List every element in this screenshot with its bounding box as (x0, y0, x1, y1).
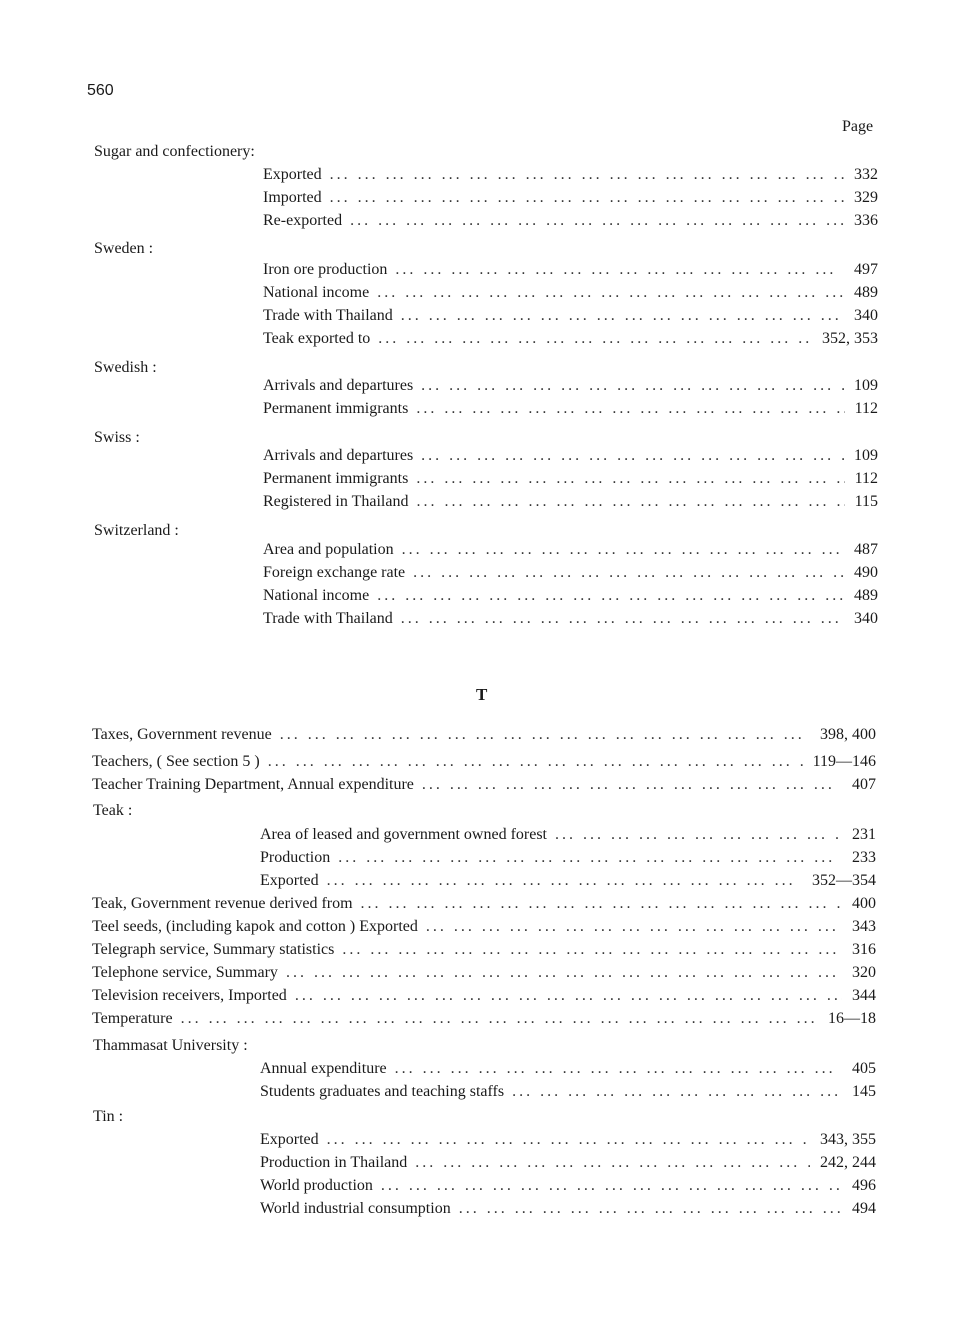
entry-page: 489 (854, 284, 878, 301)
index-entry (92, 918, 876, 938)
entry-page: 115 (854, 493, 878, 510)
index-entry (260, 1131, 876, 1151)
leader-dots (413, 564, 844, 582)
group-heading: Teak : (93, 802, 133, 819)
section-letter: T (476, 685, 488, 704)
leader-dots (401, 307, 844, 325)
index-entry (263, 307, 878, 327)
index-entry (263, 610, 878, 630)
leader-dots (327, 1131, 810, 1149)
entry-page: 109 (854, 377, 878, 394)
index-entry (263, 587, 878, 607)
entry-label: Area and population (263, 541, 394, 558)
index-entry (260, 1177, 876, 1197)
index-entry (263, 212, 878, 232)
entry-label: Teacher Training Department, Annual expenditure (92, 776, 414, 793)
entry-label: Exported (260, 1131, 319, 1148)
entry-page: 320 (852, 964, 876, 981)
index-entry (92, 776, 876, 796)
entry-label: Permanent immigrants (263, 470, 409, 487)
entry-page: 112 (854, 470, 878, 487)
index-entry (92, 753, 876, 773)
entry-page: 352, 353 (822, 330, 878, 347)
leader-dots (268, 753, 803, 771)
leader-dots (426, 918, 842, 936)
entry-page: 344 (852, 987, 876, 1004)
group-heading: Sweden : (94, 240, 154, 257)
group-heading: Swiss : (94, 429, 140, 446)
entry-page: 352—354 (812, 872, 876, 889)
entry-page: 231 (852, 826, 876, 843)
entry-page: 343, 355 (820, 1131, 876, 1148)
entry-label: Teak exported to (263, 330, 371, 347)
entry-label: Iron ore production (263, 261, 388, 278)
leader-dots (295, 987, 842, 1005)
index-entry (92, 726, 876, 746)
entry-page: 497 (854, 261, 878, 278)
leader-dots (416, 400, 844, 418)
entry-page: 16—18 (828, 1010, 876, 1027)
index-entry (92, 1010, 876, 1030)
entry-label: Teak, Government revenue derived from (92, 895, 353, 912)
leader-dots (512, 1083, 842, 1101)
leader-dots (327, 872, 802, 890)
index-entry (263, 493, 878, 513)
group-heading: Sugar and confectionery: (94, 143, 255, 160)
index-entry (92, 941, 876, 961)
entry-page: 398, 400 (820, 726, 876, 743)
leader-dots (401, 610, 844, 628)
entry-label: Permanent immigrants (263, 400, 409, 417)
index-entry (92, 964, 876, 984)
leader-dots (395, 1060, 842, 1078)
entry-label: Students graduates and teaching staffs (260, 1083, 505, 1100)
group-heading: Tin : (93, 1108, 124, 1125)
entry-page: 490 (854, 564, 878, 581)
index-entry (263, 377, 878, 397)
index-entry (260, 1154, 876, 1174)
leader-dots (286, 964, 842, 982)
entry-label: Taxes, Government revenue (92, 726, 272, 743)
leader-dots (421, 447, 844, 465)
leader-dots (377, 284, 844, 302)
leader-dots (402, 541, 844, 559)
entry-page: 112 (854, 400, 878, 417)
entry-label: Teachers, ( See section 5 ) (92, 753, 260, 770)
leader-dots (555, 826, 842, 844)
entry-label: Registered in Thailand (263, 493, 409, 510)
index-entry (263, 284, 878, 304)
entry-page: 343 (852, 918, 876, 935)
entry-page: 487 (854, 541, 878, 558)
entry-page: 407 (852, 776, 876, 793)
entry-label: National income (263, 284, 370, 301)
entry-page: 242, 244 (820, 1154, 876, 1171)
index-entry (260, 826, 876, 846)
group-heading: Swedish : (94, 359, 157, 376)
page-number: 560 (87, 82, 114, 99)
entry-label: Exported (263, 166, 322, 183)
entry-label: Foreign exchange rate (263, 564, 406, 581)
index-entry (263, 447, 878, 467)
entry-label: Area of leased and government owned forest (260, 826, 547, 843)
leader-dots (459, 1200, 842, 1218)
leader-dots (422, 776, 842, 794)
entry-label: Television receivers, Imported (92, 987, 287, 1004)
leader-dots (181, 1010, 818, 1028)
entry-page: 145 (852, 1083, 876, 1100)
entry-page: 340 (854, 610, 878, 627)
leader-dots (338, 849, 842, 867)
entry-page: 336 (854, 212, 878, 229)
entry-label: World production (260, 1177, 373, 1194)
leader-dots (280, 726, 810, 744)
index-entry (263, 564, 878, 584)
entry-label: Production in Thailand (260, 1154, 408, 1171)
index-entry (263, 261, 878, 281)
entry-label: Production (260, 849, 331, 866)
entry-label: Arrivals and departures (263, 447, 414, 464)
index-entry (263, 400, 878, 420)
leader-dots (350, 212, 844, 230)
entry-page: 316 (852, 941, 876, 958)
page-column-header: Page (842, 118, 874, 135)
index-entry (263, 189, 878, 209)
group-heading: Thammasat University : (93, 1037, 248, 1054)
entry-label: Annual expenditure (260, 1060, 387, 1077)
index-entry (92, 895, 876, 915)
entry-page: 340 (854, 307, 878, 324)
entry-page: 329 (854, 189, 878, 206)
entry-label: Imported (263, 189, 322, 206)
leader-dots (416, 493, 844, 511)
entry-page: 496 (852, 1177, 876, 1194)
index-entry (260, 1083, 876, 1103)
group-heading: Switzerland : (94, 522, 179, 539)
entry-page: 494 (852, 1200, 876, 1217)
entry-page: 332 (854, 166, 878, 183)
leader-dots (381, 1177, 842, 1195)
entry-label: Teel seeds, (including kapok and cotton ) Exported (92, 918, 418, 935)
index-entry (263, 330, 878, 350)
entry-label: Trade with Thailand (263, 610, 393, 627)
index-entry (263, 166, 878, 186)
leader-dots (416, 470, 844, 488)
entry-label: Re-exported (263, 212, 343, 229)
entry-label: Exported (260, 872, 319, 889)
index-entry (92, 987, 876, 1007)
entry-label: Arrivals and departures (263, 377, 414, 394)
index-entry (263, 541, 878, 561)
entry-page: 233 (852, 849, 876, 866)
entry-page: 109 (854, 447, 878, 464)
leader-dots (421, 377, 844, 395)
index-entry (260, 1200, 876, 1220)
leader-dots (330, 189, 844, 207)
entry-page: 405 (852, 1060, 876, 1077)
leader-dots (342, 941, 842, 959)
entry-label: National income (263, 587, 370, 604)
entry-label: Trade with Thailand (263, 307, 393, 324)
entry-page: 119—146 (812, 753, 876, 770)
entry-label: Telephone service, Summary (92, 964, 278, 981)
entry-page: 489 (854, 587, 878, 604)
index-entry (260, 849, 876, 869)
index-entry (260, 1060, 876, 1080)
leader-dots (415, 1154, 810, 1172)
leader-dots (361, 895, 842, 913)
entry-label: Temperature (92, 1010, 173, 1027)
leader-dots (377, 587, 844, 605)
index-entry (263, 470, 878, 490)
entry-page: 400 (852, 895, 876, 912)
index-entry (260, 872, 876, 892)
leader-dots (395, 261, 844, 279)
entry-label: Telegraph service, Summary statistics (92, 941, 335, 958)
leader-dots (330, 166, 844, 184)
leader-dots (378, 330, 812, 348)
entry-label: World industrial consumption (260, 1200, 451, 1217)
